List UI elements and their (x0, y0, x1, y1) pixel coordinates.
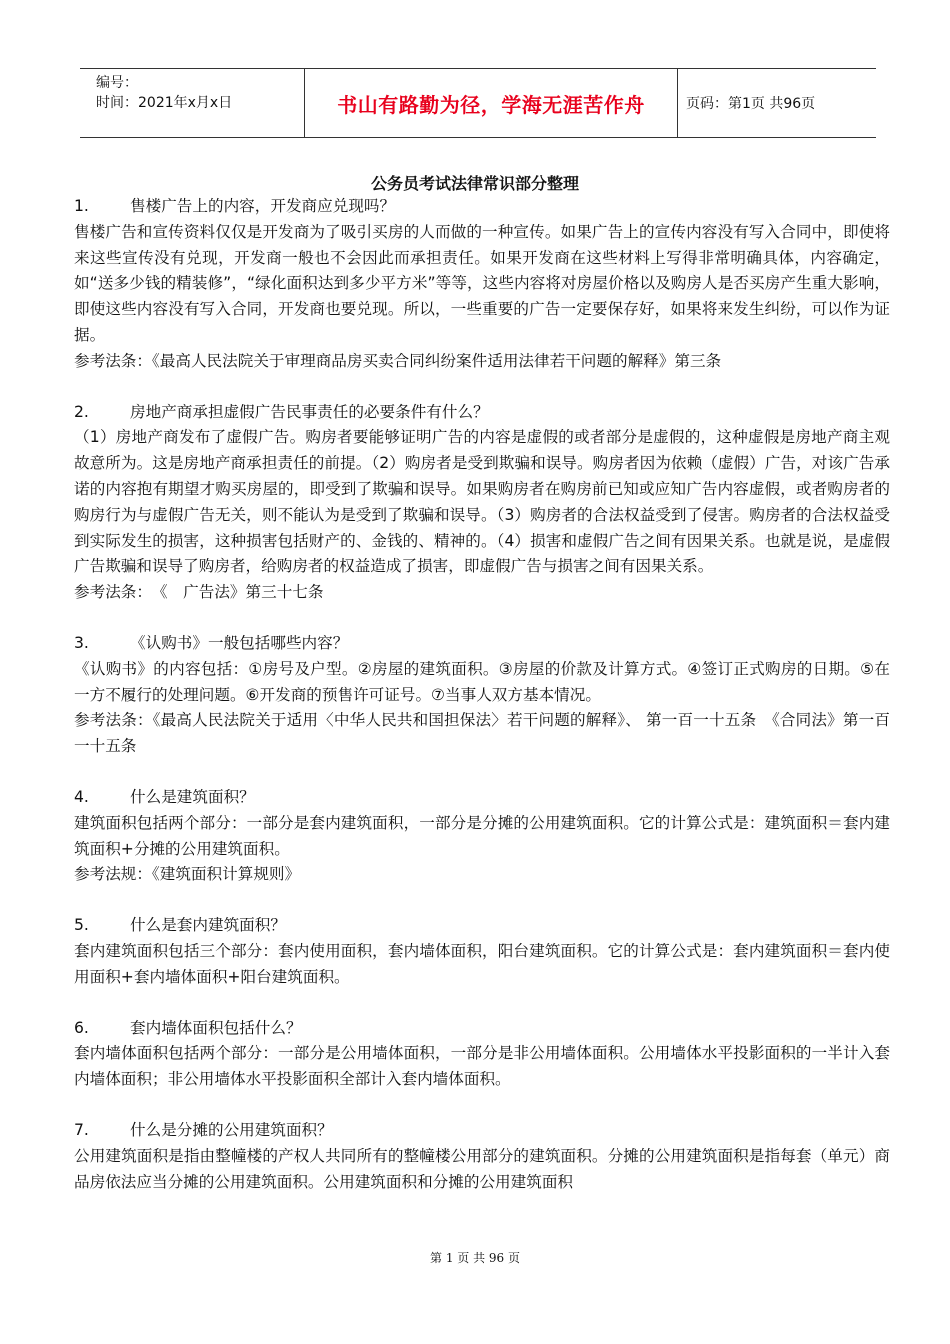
reference-line: 参考法条：《最高人民法院关于适用〈中华人民共和国担保法〉若干问题的解释》、 第一百一十五条 《合同法》第一百一十五条 (74, 711, 890, 756)
question-number: 2. (74, 402, 89, 421)
question-number: 6. (74, 1018, 89, 1037)
question-number: 3. (74, 633, 89, 652)
question-heading (74, 913, 890, 939)
answer-paragraph: 《认购书》的内容包括：①房号及户型。②房屋的建筑面积。③房屋的价款及计算方式。④签订正式购房的日期。⑤在一方不履行的处理问题。⑥开发商的预售许可证号。⑦当事人双方基本情况。 (74, 659, 890, 704)
question-number: 1. (74, 197, 89, 215)
question-text: 什么是套内建筑面积？ (130, 916, 286, 935)
answer-paragraph: 售楼广告和宣传资料仅仅是开发商为了吸引买房的人而做的一种宣传。如果广告上的宣传内容没有写入合同中，即使将来这些宣传没有兑现，开发商一般也不会因此而承担责任。如果开发商在这些材料上写得非常明确具体，内容确定，如“送多少钱的精装修”，“绿化面积达到多少平方米”等等，这些内容将对房屋价格以及购房人是否买房产生重大影响，即使这些内容没有写入合同，开发商也要兑现。所以，一些重要的广告一定要保存好，如果将来发生纠纷，可以作为证据。 (74, 222, 890, 344)
reference-line: 参考法条： 《 广告法》第三十七条 (74, 583, 324, 602)
question-text: 套内墙体面积包括什么？ (130, 1018, 302, 1037)
question-heading (74, 400, 890, 426)
answer-paragraph: 套内建筑面积包括三个部分：套内使用面积，套内墙体面积，阳台建筑面积。它的计算公式是：套内建筑面积＝套内使用面积+套内墙体面积+阳台建筑面积。 (74, 941, 890, 986)
document-number-label: 编号： (96, 75, 138, 91)
page-footer: 第 1 页 共 96 页 (430, 1251, 520, 1265)
question-text: 《认购书》一般包括哪些内容？ (130, 633, 349, 652)
header-motto: 书山有路勤为径，学海无涯苦作舟 (304, 69, 678, 137)
question-text: 什么是分摊的公用建筑面积？ (130, 1120, 333, 1139)
question-number: 4. (74, 787, 89, 806)
reference-line: 参考法条：《最高人民法院关于审理商品房买卖合同纠纷案件适用法律若干问题的解释》第三条 (74, 351, 722, 370)
answer-paragraph: 公用建筑面积是指由整幢楼的产权人共同所有的整幢楼公用部分的建筑面积。分摊的公用建筑面积是指每套（单元）商品房依法应当分摊的公用建筑面积。公用建筑面积和分摊的公用建筑面积 (74, 1146, 890, 1191)
document-time-label: 时间：2021年x月x日 (96, 95, 233, 111)
answer-paragraph: （1）房地产商发布了虚假广告。购房者要能够证明广告的内容是虚假的或者部分是虚假的，这种虚假是房地产商主观故意所为。这是房地产商承担责任的前提。（2）购房者是受到欺骗和误导。购房者因为依赖（虚假）广告，对该广告承诺的内容抱有期望才购买房屋的，即受到了欺骗和误导。如果购房者在购房前已知或应知广告内容虚假，或者购房者的购房行为与虚假广告无关，则不能认为是受到了欺骗和误导。（3）购房者的合法权益受到了侵害。购房者的合法权益受到实际发生的损害，这种损害包括财产的、金钱的、精神的。（4）损害和虚假广告之间有因果关系。也就是说，是虚假广告欺骗和误导了购房者，给购房者的权益造成了损害，即虚假广告与损害之间有因果关系。 (74, 428, 890, 576)
question-heading (74, 1016, 890, 1042)
question-text: 房地产商承担虚假广告民事责任的必要条件有什么？ (130, 402, 489, 421)
question-heading (74, 631, 890, 657)
header-page-label: 页码：第1页 共96页 (686, 96, 816, 112)
question-text: 什么是建筑面积？ (130, 787, 255, 806)
reference-line: 参考法规：《建筑面积计算规则》 (74, 865, 301, 884)
document-title: 公务员考试法律常识部分整理 (370, 174, 579, 193)
question-number: 5. (74, 916, 89, 935)
question-heading (74, 194, 890, 220)
question-heading (74, 785, 890, 811)
answer-paragraph: 套内墙体面积包括两个部分：一部分是公用墙体面积，一部分是非公用墙体面积。公用墙体水平投影面积的一半计入套内墙体面积；非公用墙体水平投影面积全部计入套内墙体面积。 (74, 1044, 890, 1089)
question-heading (74, 1118, 890, 1144)
question-text: 售楼广告上的内容，开发商应兑现吗？ (130, 197, 396, 215)
document-body (74, 194, 890, 1195)
page-header (80, 68, 876, 138)
answer-paragraph: 建筑面积包括两个部分：一部分是套内建筑面积，一部分是分摊的公用建筑面积。它的计算公式是：建筑面积＝套内建筑面积+分摊的公用建筑面积。 (74, 813, 890, 858)
header-meta (80, 69, 304, 137)
question-number: 7. (74, 1120, 89, 1139)
